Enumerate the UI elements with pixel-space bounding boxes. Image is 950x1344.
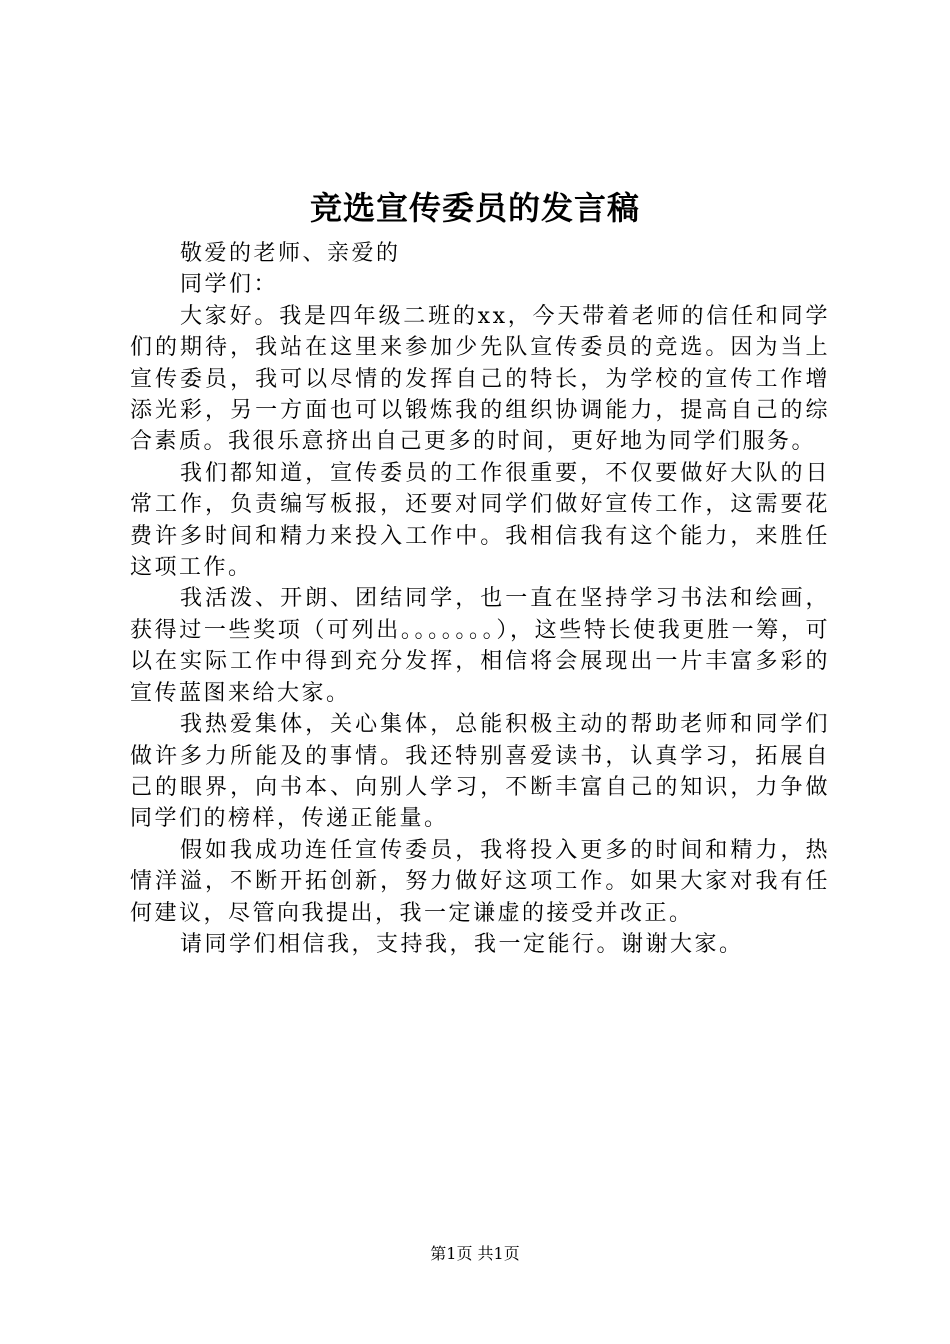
salutation-line-2: 同学们： [180,272,279,298]
salutation-line-1: 敬爱的老师、亲爱的 [180,241,401,266]
paragraph-2: 我们都知道，宣传委员的工作很重要，不仅要做好大队的日常工作，负责编写板报，还要对同学们做好宣传工作，这需要花费许多时间和精力来投入工作中。我相信我有这个能力，来胜任这项工作。 [130,460,830,581]
paragraph-3: 我活泼、开朗、团结同学，也一直在坚持学习书法和绘画，获得过一些奖项（可列出。。。。。。。），这些特长使我更胜一筹，可以在实际工作中得到充分发挥，相信将会展现出一片丰富多彩的宣传蓝图来给大家。 [130,586,830,706]
page-footer: 第1页 共1页 [430,1244,520,1263]
document-title: 竞选宣传委员的发言稿 [309,189,640,227]
document-body [130,238,830,960]
paragraph-6: 请同学们相信我，支持我，我一定能行。谢谢大家。 [180,931,744,957]
paragraph-4: 我热爱集体，关心集体，总能积极主动的帮助老师和同学们做许多力所能及的事情。我还特别喜爱读书，认真学习，拓展自己的眼界，向书本、向别人学习，不断丰富自己的知识，力争做同学们的榜样，传递正能量。 [130,712,830,832]
paragraph-5: 假如我成功连任宣传委员，我将投入更多的时间和精力，热情洋溢，不断开拓创新，努力做好这项工作。如果大家对我有任何建议，尽管向我提出，我一定谦虚的接受并改正。 [130,837,830,926]
paragraph-1: 大家好。我是四年级二班的xx，今天带着老师的信任和同学们的期待，我站在这里来参加少先队宣传委员的竞选。因为当上宣传委员，我可以尽情的发挥自己的特长，为学校的宣传工作增添光彩，另一方面也可以锻炼我的组织协调能力，提高自己的综合素质。我很乐意挤出自己更多的时间，更好地为同学们服务。 [130,303,830,455]
